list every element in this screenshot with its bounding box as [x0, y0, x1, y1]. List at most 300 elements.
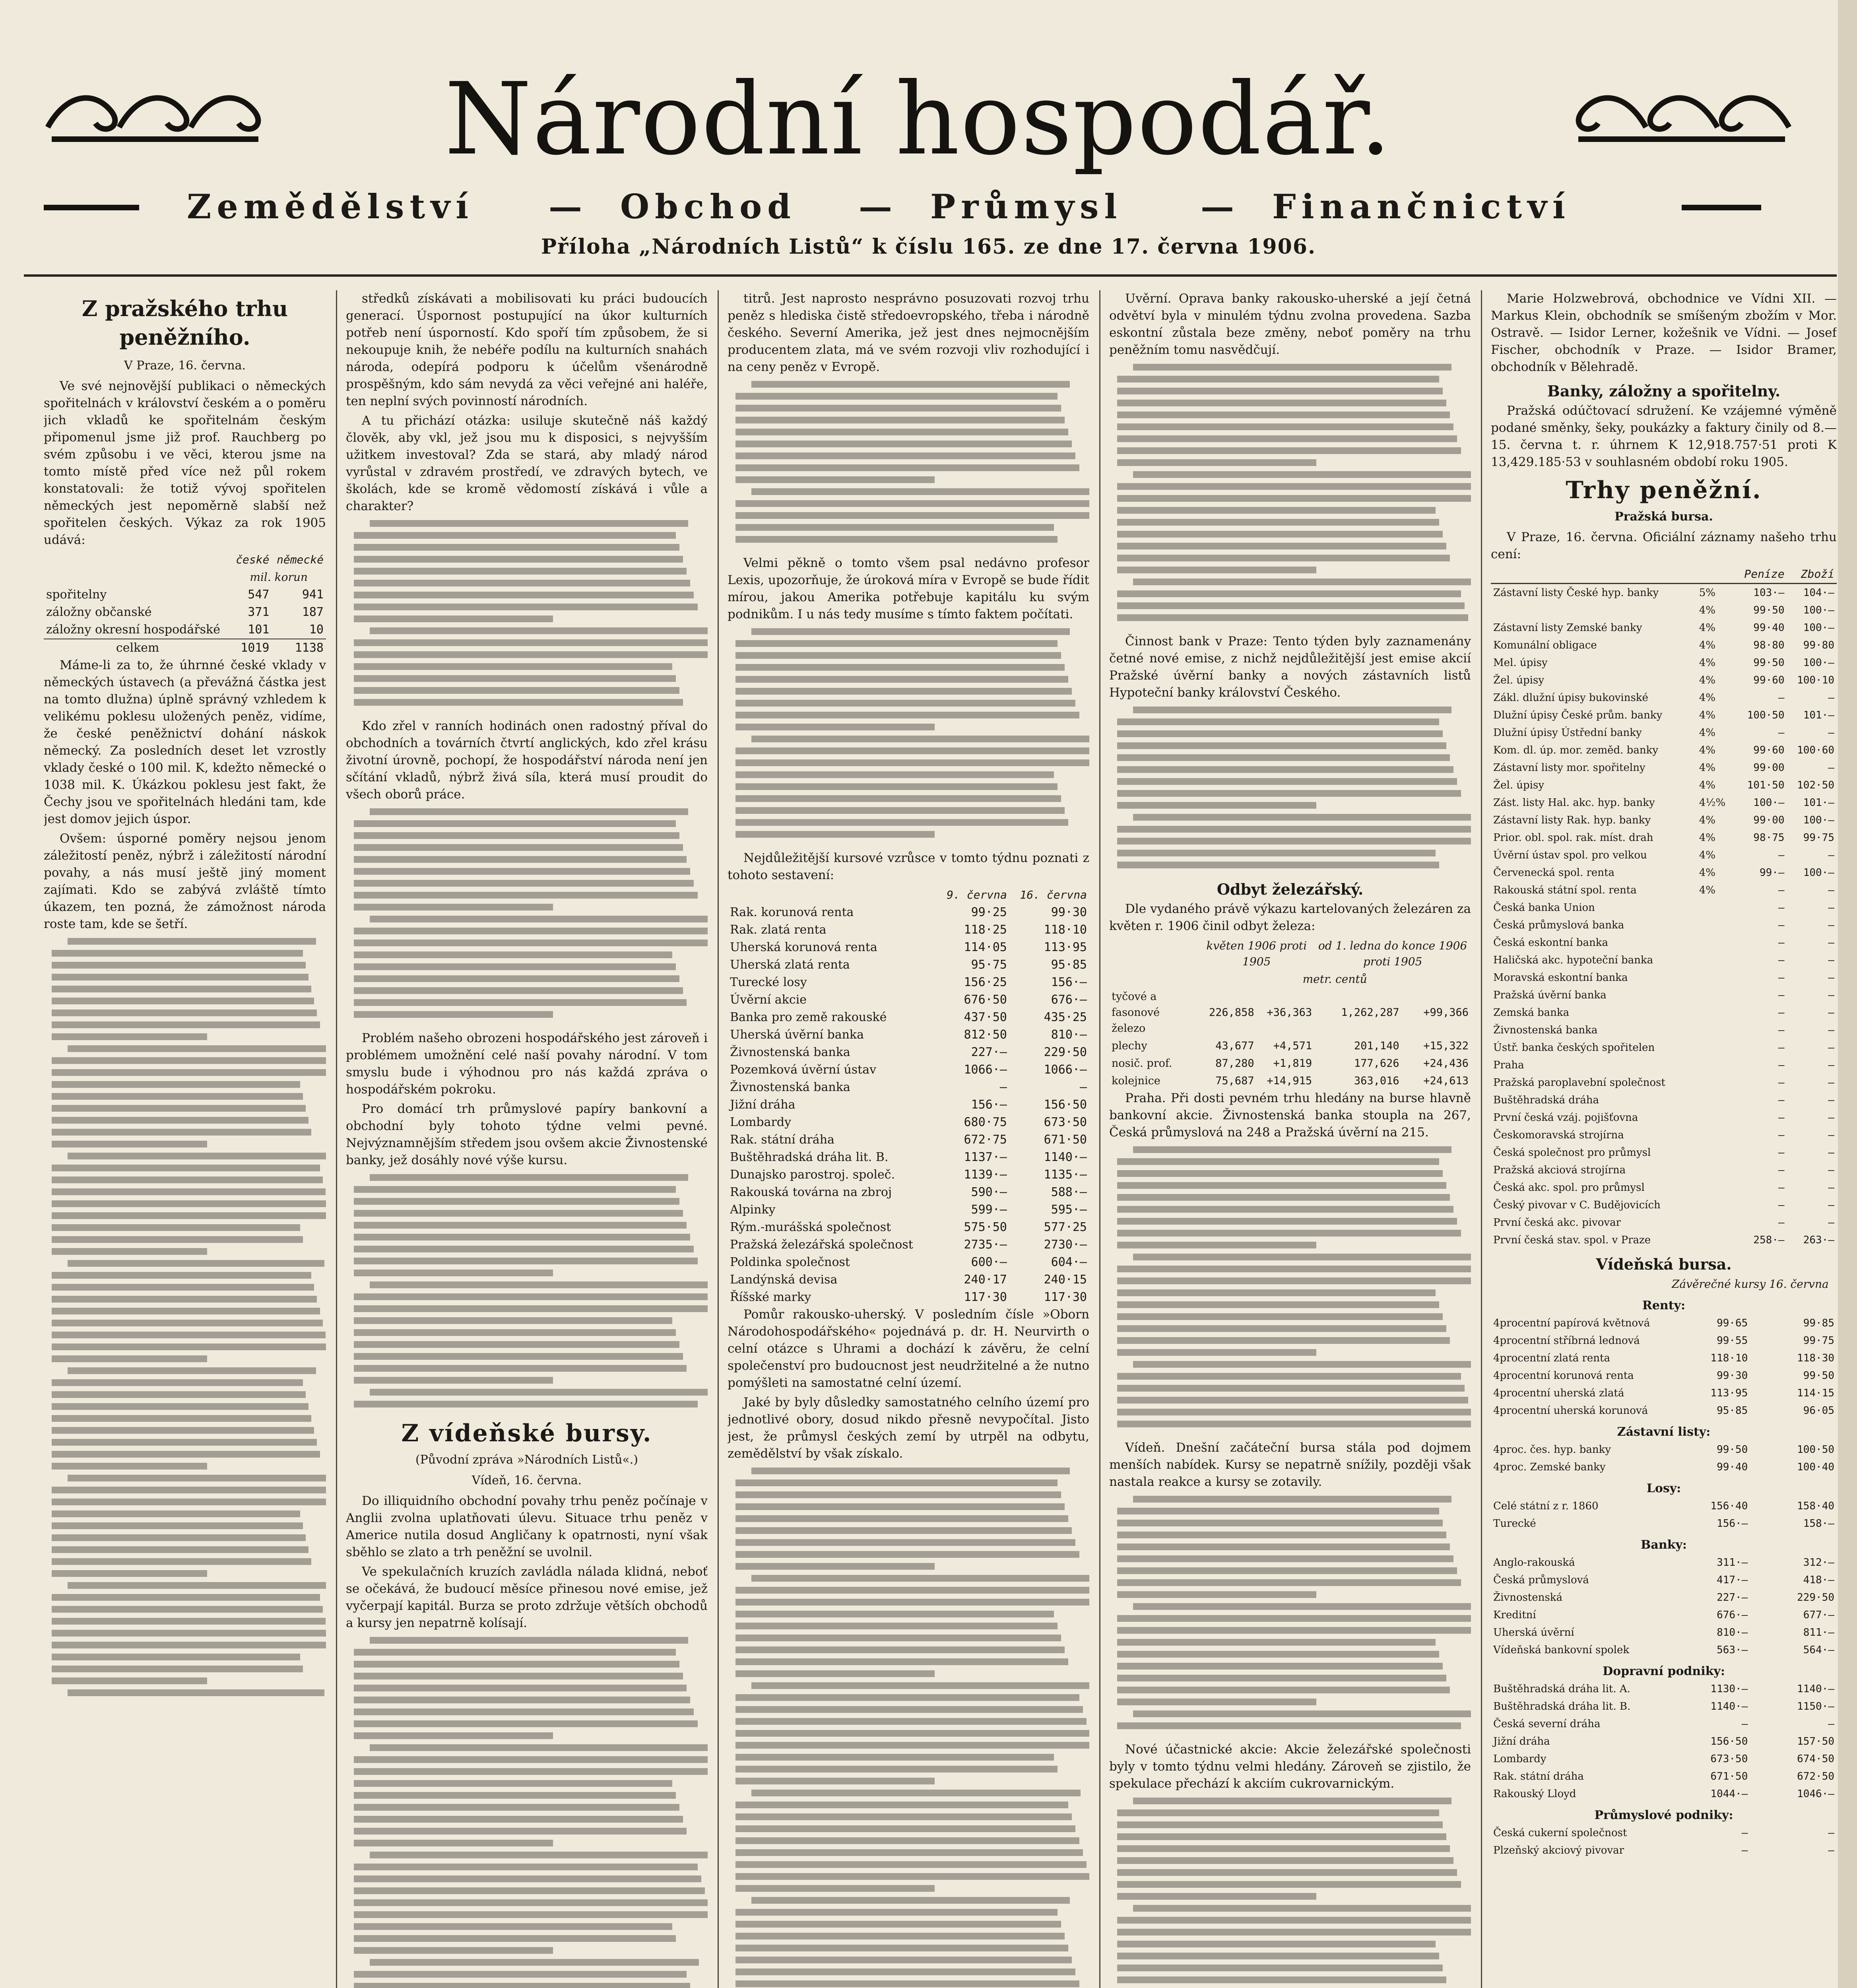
row-label: Zástavní listy Zemské banky — [1493, 622, 1642, 634]
text-line — [354, 568, 687, 575]
text-line — [1117, 826, 1471, 833]
paragraph: Dle vydaného právě výkazu kartelovaných železáren za květen r. 1906 činil odbyt železa: — [1109, 902, 1471, 933]
table-head-cell: 16. června — [1020, 888, 1087, 901]
text-line — [1117, 1881, 1461, 1888]
row-label: Uherská korunová renta — [730, 940, 877, 954]
text-line — [1117, 1266, 1471, 1272]
text-line — [735, 441, 1072, 447]
text-line — [52, 1188, 326, 1195]
text-line — [354, 544, 679, 551]
row-value: 187 — [302, 605, 324, 619]
text-line — [68, 1367, 316, 1374]
row-value: 435·25 — [1044, 1010, 1087, 1024]
text-line — [354, 651, 708, 658]
text-line — [735, 1635, 1061, 1641]
table-row — [1491, 1624, 1837, 1641]
row-value: — — [1828, 727, 1834, 739]
row-value: 118·25 — [964, 923, 1007, 937]
column-2 — [346, 290, 708, 1988]
table-row — [1491, 1715, 1837, 1733]
text-line — [751, 1897, 1070, 1904]
text-line — [735, 1957, 1072, 1963]
row-value: 100·— — [1803, 622, 1834, 634]
text-line — [354, 856, 687, 863]
row-value: — — [1828, 972, 1834, 984]
text-line — [52, 1343, 326, 1350]
row-label: Poldinka společnost — [730, 1255, 850, 1269]
text-line — [1117, 1170, 1443, 1177]
table-row — [1491, 1384, 1837, 1402]
dash-separator: — — [549, 187, 582, 226]
row-value: 104·— — [1803, 587, 1834, 599]
row-value: 363,016 — [1354, 1075, 1399, 1087]
table-row — [728, 1026, 1089, 1044]
text-line — [52, 1021, 320, 1028]
row-value: — — [999, 1080, 1007, 1094]
text-line — [735, 1933, 1065, 1939]
paragraph: A tu přichází otázka: usiluje skutečně náš každý člověk, aby vkl, jež jsou mu k disposici, s nejvyšším užitkem investoval? Zda se stará, aby mladý národ vyrůstal v zdravém prostředí, ve zdravých bytech, ve školách, kde se kromě vědomostí získává i vůle a charakter? — [346, 414, 708, 513]
row-label: Jižní dráha — [1493, 1736, 1550, 1747]
row-value: 4% — [1699, 622, 1715, 634]
row-label: Komunální obligace — [1493, 639, 1597, 651]
text-line — [52, 1320, 323, 1326]
dash-separator: — — [859, 187, 892, 226]
row-value: 1138 — [295, 641, 324, 655]
text-line — [52, 1499, 326, 1505]
text-line — [354, 687, 679, 694]
row-value: 4% — [1699, 762, 1715, 774]
text-line — [370, 1959, 699, 1966]
text-line — [751, 381, 1070, 388]
row-label: První česká vzáj. pojišťovna — [1493, 1112, 1638, 1124]
paragraph: V Praze, 16. června. Oficiální záznamy našeho trhu cení: — [1491, 530, 1837, 561]
text-line — [1133, 1798, 1451, 1804]
row-value: 677·— — [1803, 1609, 1834, 1621]
table-row — [728, 1061, 1089, 1079]
row-value: 4% — [1699, 709, 1715, 721]
table-row — [728, 1131, 1089, 1149]
table-row — [728, 1236, 1089, 1254]
row-value: 812·50 — [964, 1028, 1007, 1042]
row-value: — — [1778, 1007, 1785, 1019]
paragraph: Pražská odúčtovací sdružení. Ke vzájemné výměně podané směnky, šeky, poukázky a faktury činily od 8.—15. června t. r. úhrnem K 12,918.757·51 proti K 13,429.185·53 v souhlasném období roku 1905. — [1491, 404, 1837, 469]
supplement-line: Příloha „Národních Listů“ k číslu 165. ze dne 17. června 1906. — [541, 235, 1316, 259]
text-line — [1117, 1409, 1471, 1415]
table-row — [1491, 1332, 1837, 1349]
row-value: 156·— — [1051, 975, 1087, 989]
row-value: — — [1828, 1844, 1834, 1856]
text-line — [735, 1599, 1089, 1606]
row-value: — — [1828, 1164, 1834, 1176]
row-label: Červenecká spol. renta — [1493, 867, 1614, 879]
row-value: 201,140 — [1354, 1040, 1399, 1052]
text-filler — [1109, 1798, 1471, 1988]
text-line — [370, 916, 708, 922]
row-label: Lombardy — [730, 1115, 792, 1129]
text-line — [354, 1186, 676, 1193]
text-line — [735, 393, 1058, 400]
text-line — [1117, 1615, 1471, 1622]
masthead — [36, 61, 1801, 177]
group-title: Losy: — [1646, 1481, 1681, 1495]
text-line — [1117, 543, 1446, 549]
table-row — [728, 1184, 1089, 1201]
text-line — [1117, 1230, 1461, 1237]
row-value: 599·— — [971, 1203, 1007, 1217]
text-line — [735, 1754, 1054, 1761]
row-label: Moravská eskontní banka — [1493, 972, 1628, 984]
group-title: Zástavní listy: — [1617, 1425, 1711, 1439]
text-line — [735, 1515, 1068, 1522]
table-row — [1491, 1698, 1837, 1715]
table-row — [1491, 777, 1837, 794]
table-row — [728, 1009, 1089, 1026]
row-value: — — [1828, 902, 1834, 914]
row-label — [1491, 602, 1697, 619]
text-line — [751, 736, 1089, 742]
row-value: — — [1828, 1199, 1834, 1211]
paragraph: Jaké by byly důsledky samostatného celního území pro jednotlivé obory, dosud nikdo přesně nevypočítal. Jisto jest, že průmysl českých zemí by utrpěl na odbytu, zemědělství by však získalo. — [728, 1395, 1089, 1461]
row-value: 1140·— — [1044, 1150, 1087, 1164]
text-line — [52, 1332, 326, 1338]
table-head-cell: 9. června — [947, 888, 1007, 901]
text-line — [354, 1816, 683, 1823]
table-group-heading — [1491, 1419, 1837, 1441]
paragraph: Ve své nejnovější publikaci o německých spořitelnách v království českém a o poměru jich vkladů ke spořitelnám českým připomenul jsme již prof. Rauchberg po svém způsobu i ve věci, kterou jsme na tomto místě před více než půl rokem konstatovali: že totiž vývoj spořitelen německých jest nepoměrně slabší než spořitelen českých. Výkaz za rok 1905 udává: — [44, 379, 326, 547]
text-line — [52, 1200, 326, 1207]
text-line — [735, 1849, 1083, 1856]
text-line — [52, 1546, 309, 1553]
row-value: 102·50 — [1797, 779, 1834, 791]
paragraph: Pro domácí trh průmyslové papíry bankovní a obchodní byly tohoto týdne velmi pevné. Nejvýznamnějším středem jsou ovšem akcie Živnostenské banky, jež dosáhly nové výše kursu. — [346, 1102, 708, 1167]
row-value: 99·75 — [1803, 832, 1834, 844]
row-value: +24,613 — [1423, 1075, 1469, 1087]
text-line — [1133, 1254, 1471, 1260]
row-value: 117·30 — [964, 1290, 1007, 1304]
text-line — [735, 1873, 1089, 1880]
text-line — [735, 1694, 1079, 1701]
table-row — [1491, 881, 1837, 899]
column-5 — [1491, 290, 1837, 1988]
row-value: — — [1778, 1077, 1785, 1089]
text-line — [1133, 814, 1471, 821]
row-value: 1137·— — [964, 1150, 1007, 1164]
row-value: — — [1778, 1094, 1785, 1106]
text-line — [735, 1623, 1058, 1629]
text-line — [370, 1637, 688, 1644]
text-line — [52, 962, 306, 969]
dateline: V Praze, 16. června. — [124, 359, 246, 373]
row-value: 1140·— — [1710, 1701, 1748, 1712]
text-line — [1117, 447, 1461, 454]
row-label: Banka pro země rakouské — [730, 1010, 887, 1024]
row-label: Česká akc. spol. pro průmysl — [1493, 1182, 1645, 1194]
row-label: 4proc. Zemské banky — [1493, 1461, 1606, 1473]
text-line — [1133, 1710, 1471, 1717]
text-line — [354, 832, 679, 839]
text-line — [370, 520, 688, 527]
table-head-cell — [1109, 937, 1199, 971]
text-line — [52, 1487, 326, 1493]
table-row — [1491, 637, 1837, 654]
row-value: 563·— — [1717, 1644, 1748, 1656]
row-value: 4% — [1699, 692, 1715, 704]
row-label: Česká severní dráha — [1493, 1718, 1601, 1730]
text-line — [354, 1864, 698, 1870]
text-line — [52, 1069, 326, 1076]
text-line — [354, 1840, 553, 1846]
row-label: Uherská zlatá renta — [730, 958, 850, 972]
text-line — [1117, 1976, 1446, 1983]
text-line — [52, 1284, 314, 1291]
text-line — [1117, 754, 1450, 761]
row-value: 547 — [248, 588, 270, 602]
dateline: Vídeň, 16. června. — [472, 1474, 582, 1487]
text-line — [354, 1210, 683, 1217]
text-line — [735, 664, 1065, 671]
text-line — [52, 1224, 300, 1231]
text-line — [52, 1033, 207, 1040]
row-value: 96·05 — [1803, 1405, 1834, 1417]
row-value: — — [1778, 1217, 1785, 1229]
text-line — [52, 986, 311, 992]
row-value: 1139·— — [964, 1168, 1007, 1182]
text-line — [354, 1377, 553, 1384]
table-group-heading — [1491, 1659, 1837, 1680]
table-head-cell: Zboží — [1801, 567, 1834, 580]
row-value: — — [1828, 1042, 1834, 1054]
table-row — [1491, 1842, 1837, 1859]
text-line — [1117, 388, 1443, 394]
text-line — [735, 1563, 935, 1570]
row-value: 4% — [1699, 884, 1715, 896]
text-line — [735, 1909, 1058, 1916]
row-value: +15,322 — [1423, 1040, 1469, 1052]
row-label: Česká eskontní banka — [1493, 937, 1608, 949]
text-line — [1117, 730, 1443, 737]
text-line — [1117, 1663, 1443, 1670]
row-value: — — [1778, 1024, 1785, 1036]
right-ornament-icon — [1570, 83, 1793, 143]
text-line — [735, 1706, 1083, 1713]
text-line — [52, 1510, 300, 1517]
text-line — [354, 1804, 679, 1811]
text-line — [68, 1260, 324, 1267]
row-value: 99·00 — [1753, 762, 1785, 774]
text-line — [354, 1732, 553, 1739]
row-value: 1135·— — [1044, 1168, 1087, 1182]
row-value: 117·30 — [1044, 1290, 1087, 1304]
row-value: — — [1778, 727, 1785, 739]
text-line — [354, 1685, 687, 1691]
row-value: 676·— — [1051, 993, 1087, 1007]
text-line — [354, 1768, 708, 1775]
row-label: Česká společnost pro průmysl — [1493, 1147, 1651, 1159]
row-value: 99·25 — [971, 905, 1007, 919]
row-value: 4% — [1699, 727, 1715, 739]
text-line — [68, 1045, 326, 1052]
text-line — [1117, 1182, 1446, 1189]
text-line — [735, 1969, 1075, 1975]
table-row — [728, 939, 1089, 956]
row-value: 229·50 — [1044, 1045, 1087, 1059]
row-label: Živnostenská banka — [730, 1045, 850, 1059]
row-value: 1130·— — [1710, 1683, 1748, 1695]
text-line — [1117, 495, 1471, 502]
deposits-table — [44, 551, 326, 657]
text-line — [751, 1682, 1089, 1689]
row-label: Kreditní — [1493, 1609, 1536, 1621]
text-line — [1117, 1953, 1439, 1959]
row-value: 158·40 — [1797, 1500, 1834, 1512]
text-line — [735, 1885, 935, 1892]
row-value: +36,363 — [1267, 1006, 1312, 1019]
row-value: 114·15 — [1797, 1387, 1834, 1399]
text-line — [735, 1718, 1087, 1725]
row-value: 100·— — [1803, 657, 1834, 669]
row-value: 672·75 — [964, 1133, 1007, 1147]
table-head-cell — [44, 551, 231, 569]
text-line — [735, 712, 1079, 718]
row-label: Dunajsko parostroj. společ. — [730, 1168, 895, 1182]
rule-mark — [44, 205, 139, 210]
text-line — [354, 1911, 708, 1918]
text-line — [52, 1308, 320, 1314]
paragraph: Do illiquidního obchodní povahy trhu peněz počínaje v Anglii zvolna uplatňovati úlevu. Situace trhu peněz v Americe nutila dosud Angličany k opatrnosti, nyní však sběhlo se zlato a trh peněžní se uvolnil. — [346, 1494, 708, 1559]
text-line — [735, 640, 1058, 647]
text-line — [354, 975, 679, 982]
row-value: 600·— — [971, 1255, 1007, 1269]
text-line — [354, 1011, 553, 1018]
text-line — [1133, 364, 1451, 371]
row-label: Rak. státní dráha — [1493, 1771, 1584, 1782]
text-line — [1117, 1833, 1446, 1840]
text-line — [1117, 1194, 1450, 1201]
row-label: Buštěhradská dráha — [1493, 1094, 1599, 1106]
text-line — [1117, 1218, 1457, 1225]
text-line — [735, 1813, 1072, 1820]
text-line — [52, 1379, 303, 1386]
table-row — [728, 1149, 1089, 1166]
text-line — [354, 615, 553, 622]
row-value: 371 — [248, 605, 270, 619]
row-value: — — [1778, 1059, 1785, 1071]
text-line — [1117, 742, 1446, 749]
table-row — [1491, 899, 1837, 916]
row-value: — — [1828, 762, 1834, 774]
text-line — [1117, 862, 1439, 868]
row-value: 941 — [302, 588, 324, 602]
row-value: 437·50 — [964, 1010, 1007, 1024]
text-line — [370, 808, 688, 815]
row-value: 5% — [1699, 587, 1715, 599]
table-row — [728, 1271, 1089, 1289]
row-value: 99·50 — [1717, 1444, 1748, 1456]
text-line — [52, 1081, 300, 1088]
text-line — [1117, 778, 1457, 785]
text-line — [354, 1317, 672, 1324]
table-group-heading — [1491, 1293, 1837, 1314]
row-value: — — [1778, 919, 1785, 931]
row-value: 1044·— — [1710, 1788, 1748, 1800]
row-value: — — [1741, 1844, 1748, 1856]
row-label: tyčové a fasonové železo — [1112, 990, 1160, 1035]
table-head-cell — [1491, 1276, 1664, 1293]
table-row — [1491, 742, 1837, 759]
text-line — [735, 759, 1089, 766]
row-value: 156·25 — [964, 975, 1007, 989]
row-value: 227·— — [1717, 1592, 1748, 1604]
row-label: záložny občanské — [46, 605, 152, 619]
text-line — [354, 639, 708, 646]
row-value: 263·— — [1803, 1234, 1834, 1246]
row-value: 418·— — [1803, 1574, 1834, 1586]
row-value: 4% — [1699, 674, 1715, 686]
row-value: 671·50 — [1044, 1133, 1087, 1147]
row-value: 100·60 — [1797, 744, 1834, 756]
table-head-cell — [728, 886, 937, 904]
text-line — [370, 1389, 708, 1396]
table-row — [728, 1254, 1089, 1271]
row-value: — — [1778, 902, 1785, 914]
table-row — [1491, 1367, 1837, 1384]
table-row — [1491, 1515, 1837, 1532]
text-line — [735, 1861, 1087, 1868]
text-line — [735, 783, 1058, 790]
row-value: 156·— — [971, 1098, 1007, 1112]
text-line — [52, 1522, 303, 1529]
text-line — [1117, 1277, 1471, 1284]
text-line — [1117, 483, 1471, 490]
text-line — [735, 1945, 1068, 1951]
text-line — [1133, 1496, 1451, 1503]
row-label: záložny okresní hospodářské — [46, 623, 220, 637]
row-value: 810·— — [1051, 1028, 1087, 1042]
row-label: Úvěrní akcie — [730, 993, 807, 1007]
row-value: 156·50 — [1710, 1736, 1748, 1747]
row-value: — — [1778, 1147, 1785, 1159]
text-line — [354, 604, 698, 610]
row-label: 4procentní uherská korunová — [1493, 1405, 1648, 1417]
paragraph: Vídeň. Dnešní začáteční bursa stála pod dojmem menších nabídek. Kursy se nepatrně snížily, později však nastala reakce a kursy se zotavily. — [1109, 1441, 1471, 1489]
text-line — [1117, 507, 1436, 514]
text-line — [354, 963, 676, 970]
table-row — [1491, 1196, 1837, 1214]
text-line — [1117, 590, 1461, 597]
text-line — [354, 699, 683, 706]
article-heading: Z pražského trhu peněžního. — [81, 296, 288, 350]
row-label: Živnostenská — [1493, 1592, 1562, 1604]
text-line — [735, 1730, 1089, 1737]
row-value: 1150·— — [1797, 1701, 1834, 1712]
section-finance: Finančnictví — [1272, 187, 1571, 226]
text-line — [354, 987, 683, 994]
text-line — [52, 1105, 306, 1112]
paragraph: Máme-li za to, že úhrnné české vklady v německých ústavech (a převážná částka jest na tomto dlužna) úplně správný vzhledem k velikému poklesu uložených peněz, vidíme, že české peněžnictví dohání náskok německý. Za posledních deset let vzrostly vklady české o 100 mil. K, kdežto německé o 1038 mil. K. Úkázkou poklesu jest fakt, že Čechy jsou ve spořitelnách hledáni tam, kde jest domov jejich úspor. — [44, 658, 326, 826]
text-line — [1117, 1722, 1461, 1729]
row-label: Turecké — [1493, 1518, 1536, 1530]
row-value: 95·85 — [1717, 1405, 1748, 1417]
table-row — [728, 991, 1089, 1009]
text-line — [735, 771, 1054, 778]
table-row — [728, 1201, 1089, 1219]
row-label: Rak. státní dráha — [730, 1133, 834, 1147]
row-value: 101·50 — [1747, 779, 1785, 791]
row-value: 595·— — [1051, 1203, 1087, 1217]
row-label: Rým.-murášská společnost — [730, 1220, 891, 1234]
row-value: 99·50 — [1753, 657, 1785, 669]
paragraph: Nové účastnické akcie: Akcie železářské společnosti byly v tomto týdnu velmi hledány. Zároveň se zjistilo, že spekulace přechází k akciím cukrovarnickým. — [1109, 1742, 1471, 1791]
